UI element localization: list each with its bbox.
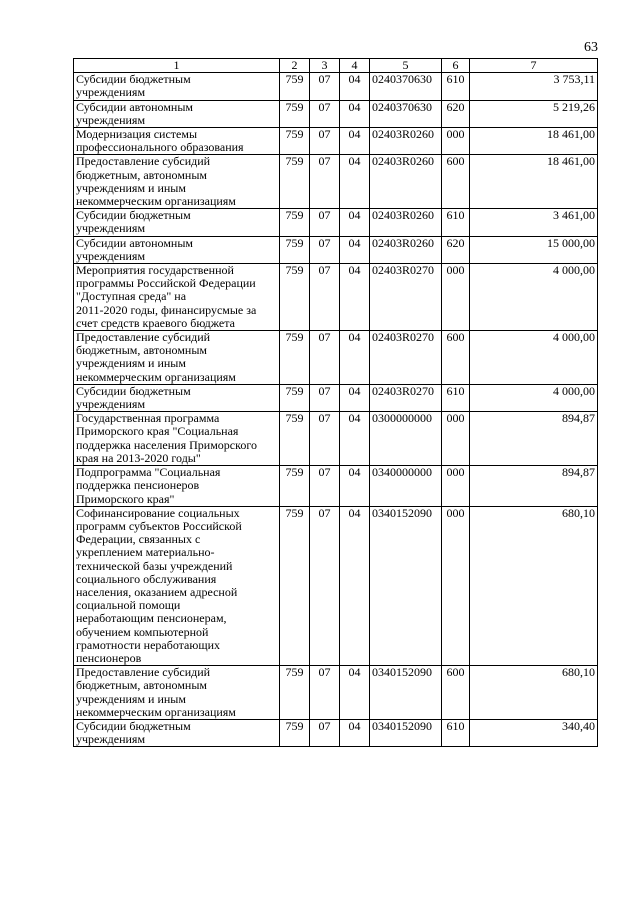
column-header: 5 xyxy=(370,59,442,73)
row-gr-cell: 759 xyxy=(280,331,310,385)
row-csr-cell: 0240370630 xyxy=(370,100,442,127)
row-name-cell: Софинансирование социальных программ субъектов Российской Федерации, связанных с укреплением материально- технической базы учреждений социального обслуживания населения, оказанием адресной социальной помощи неработающим пенсионерам, обучением компьютерной грамотности неработающих пенсионеров xyxy=(74,506,280,665)
row-name-cell: Субсидии автономным учреждениям xyxy=(74,236,280,263)
row-name-cell: Предоставление субсидий бюджетным, автономным учреждениям и иным некоммерческим организациям xyxy=(74,666,280,720)
row-amount-cell: 18 461,00 xyxy=(470,128,598,155)
row-rz-cell: 07 xyxy=(310,209,340,236)
row-csr-cell: 02403R0260 xyxy=(370,209,442,236)
row-rz-cell: 07 xyxy=(310,384,340,411)
row-name-cell: Модернизация системы профессионального образования xyxy=(74,128,280,155)
row-vr-cell: 600 xyxy=(442,155,470,209)
row-pr-cell: 04 xyxy=(340,128,370,155)
row-amount-cell: 680,10 xyxy=(470,506,598,665)
row-vr-cell: 620 xyxy=(442,236,470,263)
row-rz-cell: 07 xyxy=(310,236,340,263)
row-pr-cell: 04 xyxy=(340,666,370,720)
row-pr-cell: 04 xyxy=(340,466,370,507)
row-vr-cell: 600 xyxy=(442,331,470,385)
table-row xyxy=(74,506,598,665)
column-header: 1 xyxy=(74,59,280,73)
row-name-cell: Предоставление субсидий бюджетным, автономным учреждениям и иным некоммерческим организациям xyxy=(74,331,280,385)
row-vr-cell: 610 xyxy=(442,719,470,746)
column-header: 7 xyxy=(470,59,598,73)
row-vr-cell: 000 xyxy=(442,264,470,331)
table-row xyxy=(74,209,598,236)
row-pr-cell: 04 xyxy=(340,331,370,385)
row-gr-cell: 759 xyxy=(280,209,310,236)
row-amount-cell: 3 461,00 xyxy=(470,209,598,236)
row-amount-cell: 680,10 xyxy=(470,666,598,720)
row-gr-cell: 759 xyxy=(280,384,310,411)
table-row xyxy=(74,236,598,263)
row-name-cell: Подпрограмма "Социальная поддержка пенсионеров Приморского края" xyxy=(74,466,280,507)
row-gr-cell: 759 xyxy=(280,155,310,209)
row-rz-cell: 07 xyxy=(310,128,340,155)
row-rz-cell: 07 xyxy=(310,264,340,331)
row-amount-cell: 18 461,00 xyxy=(470,155,598,209)
row-pr-cell: 04 xyxy=(340,100,370,127)
row-rz-cell: 07 xyxy=(310,100,340,127)
column-header: 6 xyxy=(442,59,470,73)
table-row xyxy=(74,412,598,466)
table-row xyxy=(74,100,598,127)
row-pr-cell: 04 xyxy=(340,155,370,209)
row-csr-cell: 02403R0260 xyxy=(370,236,442,263)
row-name-cell: Государственная программа Приморского края "Социальная поддержка населения Приморского края на 2013-2020 годы" xyxy=(74,412,280,466)
table-row xyxy=(74,466,598,507)
row-csr-cell: 0300000000 xyxy=(370,412,442,466)
column-number-row xyxy=(74,59,598,73)
row-pr-cell: 04 xyxy=(340,506,370,665)
row-gr-cell: 759 xyxy=(280,666,310,720)
table-row xyxy=(74,264,598,331)
row-csr-cell: 02403R0270 xyxy=(370,384,442,411)
row-rz-cell: 07 xyxy=(310,331,340,385)
row-pr-cell: 04 xyxy=(340,264,370,331)
row-vr-cell: 000 xyxy=(442,506,470,665)
row-gr-cell: 759 xyxy=(280,506,310,665)
row-csr-cell: 02403R0270 xyxy=(370,264,442,331)
row-gr-cell: 759 xyxy=(280,466,310,507)
row-vr-cell: 000 xyxy=(442,466,470,507)
row-amount-cell: 894,87 xyxy=(470,412,598,466)
row-amount-cell: 15 000,00 xyxy=(470,236,598,263)
row-vr-cell: 000 xyxy=(442,412,470,466)
row-amount-cell: 5 219,26 xyxy=(470,100,598,127)
row-rz-cell: 07 xyxy=(310,73,340,100)
page-number: 63 xyxy=(584,40,598,55)
row-name-cell: Предоставление субсидий бюджетным, автономным учреждениям и иным некоммерческим организациям xyxy=(74,155,280,209)
row-gr-cell: 759 xyxy=(280,719,310,746)
row-name-cell: Субсидии автономным учреждениям xyxy=(74,100,280,127)
row-rz-cell: 07 xyxy=(310,466,340,507)
row-gr-cell: 759 xyxy=(280,236,310,263)
row-pr-cell: 04 xyxy=(340,73,370,100)
row-name-cell: Субсидии бюджетным учреждениям xyxy=(74,209,280,236)
row-name-cell: Субсидии бюджетным учреждениям xyxy=(74,384,280,411)
row-amount-cell: 4 000,00 xyxy=(470,264,598,331)
row-vr-cell: 610 xyxy=(442,209,470,236)
row-name-cell: Субсидии бюджетным учреждениям xyxy=(74,719,280,746)
row-amount-cell: 4 000,00 xyxy=(470,384,598,411)
table-row xyxy=(74,331,598,385)
row-vr-cell: 610 xyxy=(442,384,470,411)
row-gr-cell: 759 xyxy=(280,73,310,100)
row-name-cell: Мероприятия государственной программы Российской Федерации "Доступная среда" на 2011-2020 годы, финансирусмые за счет средств краевого бюджета xyxy=(74,264,280,331)
row-amount-cell: 4 000,00 xyxy=(470,331,598,385)
table-row xyxy=(74,73,598,100)
row-pr-cell: 04 xyxy=(340,209,370,236)
row-csr-cell: 0340152090 xyxy=(370,719,442,746)
row-csr-cell: 02403R0260 xyxy=(370,155,442,209)
row-gr-cell: 759 xyxy=(280,100,310,127)
row-gr-cell: 759 xyxy=(280,412,310,466)
row-rz-cell: 07 xyxy=(310,719,340,746)
row-pr-cell: 04 xyxy=(340,236,370,263)
row-vr-cell: 610 xyxy=(442,73,470,100)
row-gr-cell: 759 xyxy=(280,128,310,155)
row-vr-cell: 620 xyxy=(442,100,470,127)
row-pr-cell: 04 xyxy=(340,384,370,411)
table-row xyxy=(74,384,598,411)
row-vr-cell: 600 xyxy=(442,666,470,720)
table-body xyxy=(74,73,598,747)
table-row xyxy=(74,719,598,746)
row-csr-cell: 0240370630 xyxy=(370,73,442,100)
column-header: 2 xyxy=(280,59,310,73)
row-csr-cell: 02403R0270 xyxy=(370,331,442,385)
table-row xyxy=(74,155,598,209)
budget-table xyxy=(73,58,598,747)
row-amount-cell: 340,40 xyxy=(470,719,598,746)
row-rz-cell: 07 xyxy=(310,412,340,466)
row-pr-cell: 04 xyxy=(340,719,370,746)
column-header: 3 xyxy=(310,59,340,73)
row-rz-cell: 07 xyxy=(310,155,340,209)
row-rz-cell: 07 xyxy=(310,506,340,665)
row-rz-cell: 07 xyxy=(310,666,340,720)
row-csr-cell: 02403R0260 xyxy=(370,128,442,155)
row-csr-cell: 0340000000 xyxy=(370,466,442,507)
column-header: 4 xyxy=(340,59,370,73)
row-csr-cell: 0340152090 xyxy=(370,506,442,665)
table-row xyxy=(74,128,598,155)
row-name-cell: Субсидии бюджетным учреждениям xyxy=(74,73,280,100)
row-gr-cell: 759 xyxy=(280,264,310,331)
row-csr-cell: 0340152090 xyxy=(370,666,442,720)
row-vr-cell: 000 xyxy=(442,128,470,155)
row-amount-cell: 894,87 xyxy=(470,466,598,507)
table-row xyxy=(74,666,598,720)
row-amount-cell: 3 753,11 xyxy=(470,73,598,100)
row-pr-cell: 04 xyxy=(340,412,370,466)
